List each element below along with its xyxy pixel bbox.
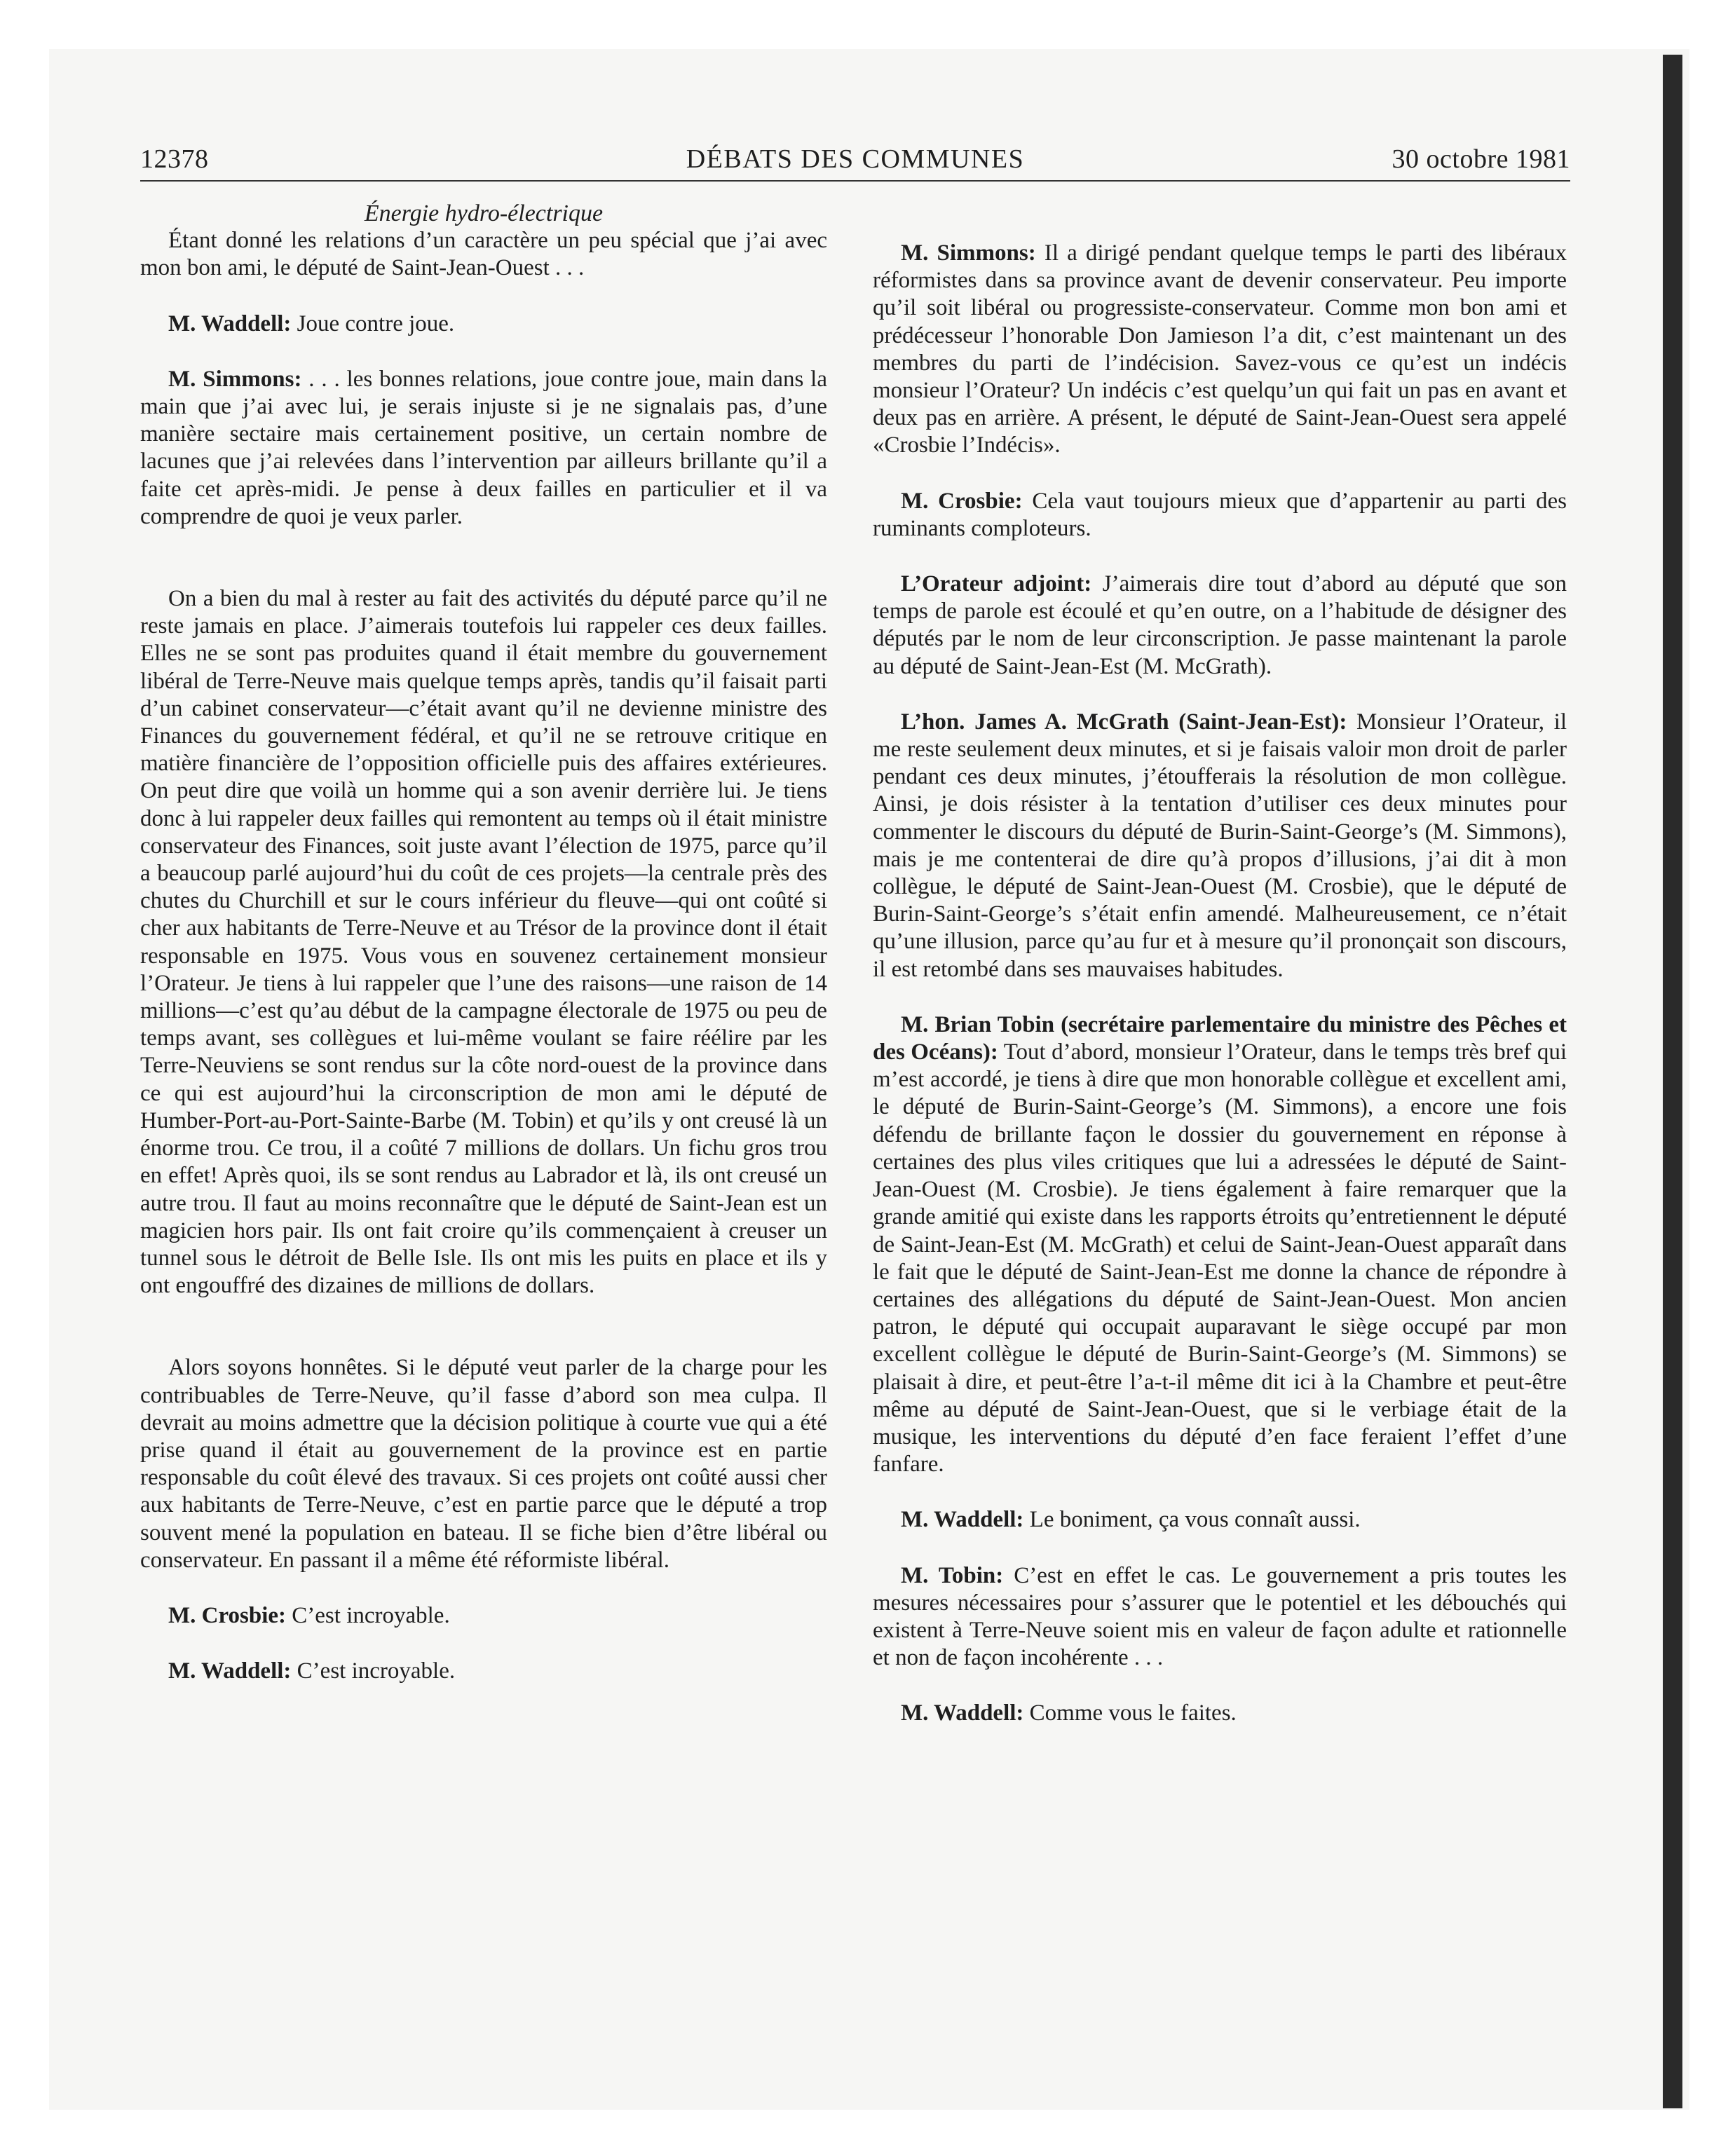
paragraph bbox=[873, 240, 1567, 460]
paragraph bbox=[140, 311, 827, 338]
speaker-name: L’hon. James A. McGrath (Saint-Jean-Est): bbox=[901, 709, 1347, 735]
speech-text: J’aimerais dire tout d’abord au député que son temps de parole est écoulé et qu’en outre, on a l’habitude de désigner des députés par le nom de leur circonscription. Je passe maintenant la parole au député de Saint-Jean-Est (M. McGrath). bbox=[873, 571, 1567, 679]
paragraph bbox=[873, 488, 1567, 543]
speaker-name: M. Crosbie: bbox=[168, 1602, 287, 1628]
speech-text: Comme vous le faites. bbox=[1023, 1700, 1237, 1726]
speaker-name: M. Brian Tobin (secrétaire parlementaire du ministre des Pêches et des Océans): bbox=[873, 1011, 1567, 1065]
paragraph bbox=[140, 1658, 827, 1685]
speaker-name: M. Waddell: bbox=[901, 1507, 1024, 1533]
paragraph bbox=[140, 1602, 827, 1630]
section-subheading: Énergie hydro-électrique bbox=[364, 200, 604, 226]
speech-text: C’est incroyable. bbox=[291, 1658, 456, 1684]
speech-text: Monsieur l’Orateur, il me reste seulement deux minutes, et si je faisais valoir mon droit de parler pendant ces deux minutes, j’étoufferais la résolution de mon collègue. Ainsi, je dois résister à la tentation d’utiliser ces deux minutes pour commenter le discours du député de Burin-Saint-George’s (M. Simmons), mais je me contenterai de dire qu’à propos d’illusions, j’ai dit à mon collègue, le député de Saint-Jean-Ouest (M. Crosbie), que le député de Burin-Saint-George’s s’était enfin amendé. Malheureusement, ce n’était qu’une illusion, parce qu’au fur et à mesure qu’il prononçait son discours, il est retombé dans ses mauvaises habitudes. bbox=[873, 709, 1567, 982]
right-column bbox=[873, 240, 1567, 1728]
speech-text: C’est incroyable. bbox=[286, 1602, 450, 1628]
page-header bbox=[140, 144, 1570, 182]
speaker-name: M. Waddell: bbox=[168, 311, 292, 336]
left-column bbox=[140, 200, 827, 1685]
paragraph bbox=[873, 1700, 1567, 1727]
paragraph bbox=[873, 1011, 1567, 1478]
speech-text: Le boniment, ça vous connaît aussi. bbox=[1023, 1507, 1361, 1533]
page-binding-edge bbox=[1663, 55, 1682, 2108]
speaker-name: M. Simmons: bbox=[901, 240, 1036, 266]
speech-text: Joue contre joue. bbox=[291, 311, 455, 336]
speech-text: . . . les bonnes relations, joue contre joue, main dans la main que j’ai avec lui, je serais injuste si je ne signalais pas, d’une manière sectaire mais certainement positive, un certain nombre de lacunes que j’ai relevées dans l’intervention par ailleurs brillante qu’il a faite cet après-midi. Je pense à deux failles en particulier et il va comprendre de quoi je veux parler. bbox=[140, 366, 827, 529]
paragraph bbox=[873, 571, 1567, 681]
speech-text: Cela vaut toujours mieux que d’appartenir au parti des ruminants comploteurs. bbox=[873, 488, 1567, 541]
paragraph bbox=[873, 709, 1567, 983]
paragraph bbox=[873, 1562, 1567, 1672]
speaker-name: M. Waddell: bbox=[901, 1700, 1024, 1726]
speaker-name: M. Crosbie: bbox=[901, 488, 1023, 514]
speaker-name: M. Simmons: bbox=[168, 366, 302, 392]
paragraph: Alors soyons honnêtes. Si le député veut parler de la charge pour les contribuables de Terre-Neuve, qu’il fasse d’abord son mea culpa. Il devrait au moins admettre que la décision politique à courte vue qui a été prise quand il était au gouvernement de la province est en partie responsable du coût élevé des travaux. Si ces projets ont coûté aussi cher aux habitants de Terre-Neuve, c’est en partie parce que le député a trop souvent mené la population en bateau. Il se fiche bien d’être libéral ou conservateur. En passant il a même été réformiste libéral. bbox=[140, 1355, 827, 1573]
publication-title: DÉBATS DES COMMUNES bbox=[686, 144, 1025, 174]
page-number: 12378 bbox=[140, 144, 209, 174]
speaker-name: L’Orateur adjoint: bbox=[901, 571, 1092, 597]
speaker-name: M. Waddell: bbox=[168, 1658, 292, 1684]
paragraph: Étant donné les relations d’un caractère un peu spécial que j’ai avec mon bon ami, le député de Saint-Jean-Ouest . . . bbox=[140, 228, 827, 281]
paragraph bbox=[873, 1506, 1567, 1534]
paragraph bbox=[140, 366, 827, 531]
page-date: 30 octobre 1981 bbox=[1392, 144, 1570, 174]
speech-text: C’est en effet le cas. Le gouvernement a pris toutes les mesures nécessaires pour s’assurer que le potentiel et les débouchés qui existent à Terre-Neuve soient mis en valeur de façon adulte et rationnelle et non de façon incohérente . . . bbox=[873, 1562, 1567, 1671]
speech-text: Il a dirigé pendant quelque temps le parti des libéraux réformistes dans sa province avant de devenir conservateur. Peu importe qu’il soit libéral ou progressiste-conservateur. Comme mon bon ami et prédécesseur l’honorable Don Jamieson l’a dit, c’est maintenant un des membres du parti de l’indécision. Savez-vous ce qu’est un indécis monsieur l’Orateur? Un indécis c’est quelqu’un qui fait un pas en avant et deux pas en arrière. A présent, le député de Saint-Jean-Ouest sera appelé «Crosbie l’Indécis». bbox=[873, 240, 1567, 458]
paragraph: On a bien du mal à rester au fait des activités du député parce qu’il ne reste jamais en place. J’aimerais toutefois lui rappeler ces deux failles. Elles ne se sont pas produites quand il était membre du gouvernement libéral de Terre-Neuve mais quelque temps après, tandis qu’il faisait parti d’un cabinet conservateur—c’était avant qu’il ne devienne ministre des Finances du gouvernement fédéral, et qu’il ne se retrouve critique en matière financière de l’opposition officielle puis des affaires extérieures. On peut dire que voilà un homme qui a son avenir derrière lui. Je tiens donc à lui rappeler deux failles qui remontent au temps où il était ministre conservateur des Finances, soit juste avant l’élection de 1975, parce qu’il a beaucoup parlé aujourd’hui du coût de ces projets—la centrale près des chutes du Churchill et sur le cours inférieur du fleuve—qui ont coûté si cher aux habitants de Terre-Neuve et au Trésor de la province dont il était responsable en 1975. Vous vous en souvenez certainement monsieur l’Orateur. Je tiens à lui rappeler que l’une des raisons—une raison de 14 millions—c’est qu’au début de la campagne électorale de 1975 ou peu de temps avant, ses collègues et lui-même voulant se faire réélire par les Terre-Neuviens se sont rendus sur la côte nord-ouest de la province dans ce qui est aujourd’hui la circonscription de mon ami le député de Humber-Port-au-Port-Sainte-Barbe (M. Tobin) et qu’ils y ont creusé là un énorme trou. Ce trou, il a coûté 7 millions de dollars. Un fichu gros trou en effet! Après quoi, ils se sont rendus au Labrador et là, ils ont creusé un autre trou. Il faut au moins reconnaître que le député de Saint-Jean est un magicien hors pair. Ils ont fait croire qu’ils commençaient à creuser un tunnel sous le détroit de Belle Isle. Ils ont mis les puits en place et ils y ont engouffré des dizaines de millions de dollars. bbox=[140, 586, 827, 1299]
speech-text: Tout d’abord, monsieur l’Orateur, dans le temps très bref qui m’est accordé, je tiens à dire que mon honorable collègue et excellent ami, le député de Burin-Saint-George’s (M. Simmons), a encore une fois défendu de brillante façon le dossier du gouvernement en réponse à certaines des plus viles critiques que lui a adressées le député de Saint-Jean-Ouest (M. Crosbie). Je tiens également à faire remarquer que la grande amitié qui existe dans les rapports étroits qu’entretiennent le député de Saint-Jean-Est (M. McGrath) et celui de Saint-Jean-Ouest apparaît dans le fait que le député de Saint-Jean-Est me donne la chance de répondre à certaines des allégations du député de Saint-Jean-Ouest. Mon ancien patron, le député qui occupait auparavant le siège occupé par mon excellent collègue le député de Burin-Saint-George’s (M. Simmons) se plaisait à dire, et peut-être l’a-t-il même dit ici à la Chambre et peut-être même au député de Saint-Jean-Ouest, que si le verbiage était de la musique, les interventions du député d’en face feraient l’effet d’une fanfare. bbox=[873, 1039, 1567, 1478]
speaker-name: M. Tobin: bbox=[901, 1562, 1004, 1588]
